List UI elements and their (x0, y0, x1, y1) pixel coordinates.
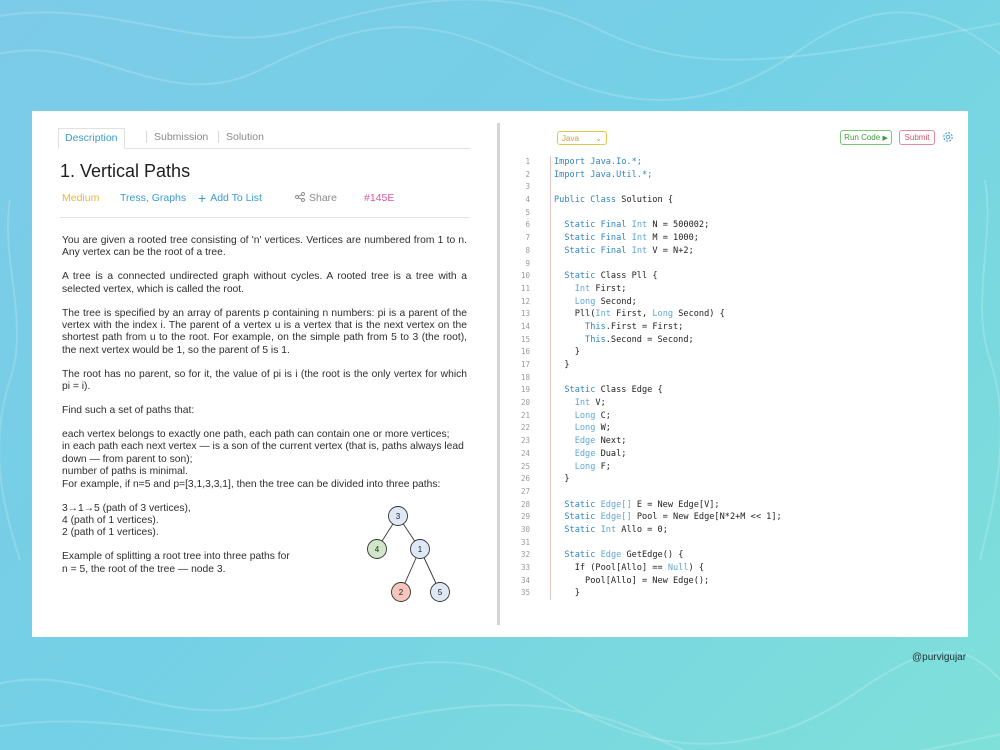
code-line: This.Second = Second; (585, 334, 694, 345)
problem-id: #145E (364, 192, 395, 204)
code-line: This.First = First; (585, 321, 684, 332)
code-line: Static Class Pll { (564, 271, 658, 282)
author-handle: @purvigujar (912, 652, 967, 663)
code-text[interactable] (550, 156, 782, 600)
line-number: 16 (520, 347, 530, 357)
line-number: 28 (520, 499, 530, 509)
code-line: Static Edge[] E = New Edge[V]; (564, 499, 720, 510)
rule-item: in each path each next vertex — is a son of the current vertex (that is, paths always lead down — from parent to son); (62, 441, 464, 465)
tab-solution[interactable]: Solution (226, 131, 264, 143)
difficulty-badge: Medium (62, 192, 100, 204)
line-number: 11 (520, 283, 530, 293)
share-icon (295, 192, 305, 202)
line-number: 15 (520, 334, 530, 344)
code-line (554, 486, 782, 499)
line-number: 27 (520, 486, 530, 496)
run-code-button[interactable] (840, 130, 892, 145)
line-number: 30 (520, 524, 530, 534)
code-line: Static Final Int V = N+2; (564, 245, 694, 256)
line-number: 7 (525, 233, 530, 243)
problem-paragraph: The tree is specified by an array of parents p containing n numbers: pi is a parent of the vertex with the index i. The parent of a vertex u is a vertex that is the next vertex on the shortest path from u to the root. For example, on the simple path from 5 to 3 (the root), the next vertex would be 1, so the parent of 5 is 1. (62, 307, 467, 356)
problem-tabs (58, 128, 470, 149)
tree-node (411, 540, 430, 559)
problem-paragraph: Find such a set of paths that: (62, 405, 195, 417)
code-line: Pll(Int First, Long Second) { (554, 309, 725, 320)
play-icon: ▶ (882, 135, 888, 142)
code-line: Static Final Int M = 1000; (564, 233, 699, 244)
code-line: Static Class Edge { (564, 385, 663, 396)
code-line: } (554, 347, 580, 358)
line-number: 10 (520, 271, 530, 281)
example-caption-block (62, 551, 298, 576)
tab-separator (218, 131, 219, 143)
code-line: } (554, 360, 570, 370)
line-number: 20 (520, 398, 530, 408)
code-line: Long F; (574, 461, 611, 472)
line-number: 18 (520, 372, 530, 382)
line-number: 1 (525, 157, 530, 166)
tree-node-label: 3 (395, 512, 401, 521)
line-number: 35 (520, 588, 530, 598)
code-line: If (Pool[Allo] == Null) { (554, 563, 705, 573)
submit-button[interactable]: Submit (899, 130, 935, 145)
code-line: Edge Dual; (574, 448, 627, 459)
line-number: 17 (520, 360, 530, 369)
code-line (554, 181, 782, 194)
code-line: Long Second; (574, 296, 637, 307)
tree-node (368, 540, 387, 559)
line-number: 12 (520, 296, 530, 306)
rule-item: number of paths is minimal. (62, 466, 188, 478)
code-line: Long C; (574, 410, 611, 421)
code-line: Static Edge[] Pool = New Edge[N*2+M << 1]; (564, 512, 782, 523)
code-line (554, 537, 782, 550)
topics-link[interactable]: Tress, Graphs (120, 192, 187, 204)
problem-title: 1. Vertical Paths (60, 161, 191, 181)
gear-icon[interactable] (941, 130, 955, 144)
path-item: 2 (path of 1 vertices). (62, 527, 159, 539)
line-number-gutter (506, 156, 530, 600)
add-to-list-button[interactable] (198, 192, 262, 204)
rule-item: For example, if n=5 and p=[3,1,3,3,1], then the tree can be divided into three paths: (62, 478, 441, 490)
code-line: } (554, 588, 580, 599)
code-line: Pool[Allo] = New Edge(); (554, 575, 710, 586)
code-line: Static Int Allo = 0; (564, 524, 668, 535)
path-item: 4 (path of 1 vertices). (62, 514, 159, 526)
share-button[interactable] (295, 192, 337, 204)
share-label: Share (309, 192, 338, 204)
code-line: Edge Next; (574, 436, 627, 447)
code-line: Import Java.Util.*; (554, 169, 653, 180)
line-number: 22 (520, 423, 530, 433)
code-line: } (554, 474, 570, 485)
code-line (554, 207, 782, 220)
code-line (554, 258, 782, 271)
code-line: Static Final Int N = 500002; (564, 220, 710, 231)
code-line: Public Class Solution { (554, 195, 674, 206)
plus-icon: + (198, 190, 207, 206)
problem-paragraph: The root has no parent, so for it, the value of pi is i (the root is the only vertex for which pi = i). (62, 368, 467, 393)
problem-paragraph: A tree is a connected undirected graph without cycles. A rooted tree is a tree with a selected vertex, which is called the root. (62, 271, 467, 295)
code-editor-panel (500, 111, 968, 637)
line-number: 13 (520, 309, 530, 319)
line-number: 34 (520, 575, 530, 585)
chevron-down-icon: ⌄ (595, 134, 602, 143)
line-number: 9 (525, 258, 530, 268)
line-number: 33 (520, 563, 530, 572)
code-line: Import Java.Io.*; (554, 157, 642, 167)
tree-node (392, 583, 411, 602)
rules-list (62, 429, 467, 491)
language-value: Java (562, 134, 579, 143)
code-line: Static Edge GetEdge() { (564, 550, 684, 561)
line-number: 29 (520, 512, 530, 522)
problem-panel (32, 111, 497, 637)
tree-diagram (358, 499, 478, 609)
tab-submission[interactable]: Submission (154, 131, 209, 143)
main-card (32, 111, 968, 637)
line-number: 2 (525, 169, 530, 179)
tree-node-label: 5 (437, 588, 443, 597)
code-line: Int First; (574, 283, 627, 294)
example-caption: Example of splitting a root tree into three paths for n = 5, the root of the tree — node 3. (62, 551, 290, 575)
path-item: 3→1→5 (path of 3 vertices), (62, 502, 191, 514)
line-number: 19 (520, 385, 530, 395)
line-number: 6 (525, 220, 530, 230)
line-number: 14 (520, 321, 530, 331)
line-number: 8 (525, 245, 530, 255)
line-number: 5 (525, 207, 530, 217)
tree-node (431, 583, 450, 602)
tab-separator (146, 131, 147, 143)
line-number: 25 (520, 461, 530, 471)
tree-node-label: 1 (417, 545, 423, 554)
line-number: 3 (525, 182, 530, 192)
header-divider (60, 217, 470, 218)
run-code-label: Run Code (844, 133, 881, 142)
tree-node (389, 507, 408, 526)
language-select[interactable] (557, 131, 607, 145)
line-number: 23 (520, 436, 530, 446)
line-number: 21 (520, 410, 530, 420)
code-line (554, 372, 782, 385)
line-number: 32 (520, 550, 530, 560)
line-number: 4 (525, 195, 530, 205)
problem-paragraph: You are given a rooted tree consisting of 'n' vertices. Vertices are numbered from 1 to n. Any vertex can be the root of a tree. (62, 235, 467, 259)
tab-description[interactable]: Description (58, 128, 125, 149)
rule-item: each vertex belongs to exactly one path, each path can contain one or more vertices; (62, 428, 450, 440)
code-line: Int V; (574, 398, 606, 409)
tree-node-label: 2 (398, 588, 404, 597)
line-number: 26 (520, 474, 530, 484)
add-to-list-label: Add To List (210, 192, 262, 204)
line-number: 24 (520, 448, 530, 458)
code-line: Long W; (574, 423, 611, 434)
tree-node-label: 4 (374, 545, 380, 554)
line-number: 31 (520, 537, 530, 547)
